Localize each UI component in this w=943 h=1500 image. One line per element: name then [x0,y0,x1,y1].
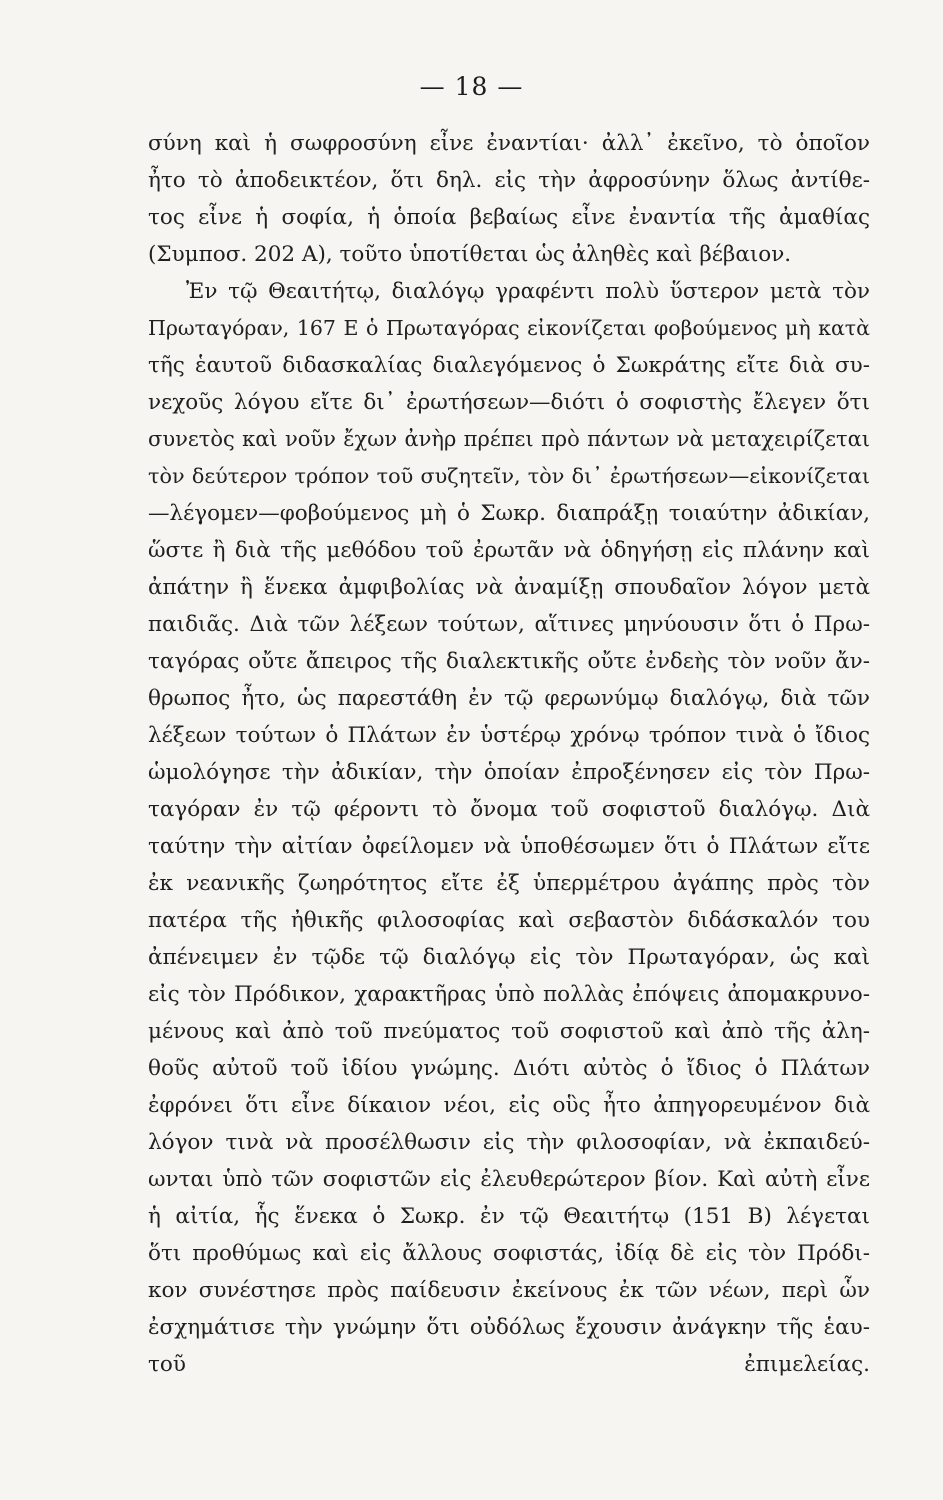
text-line: εἰς τὸν Πρόδικον, χαρακτῆρας ὑπὸ πολλὰς ἐπόψεις ἀπομακρυνο- [148,982,870,1007]
text-line: ὅτι προθύμως καὶ εἰς ἄλλους σοφιστάς, ἰδίᾳ δὲ εἰς τὸν Πρόδι- [148,1241,870,1266]
text-line: τῆς ἑαυτοῦ διδασκαλίας διαλεγόμενος ὁ Σωκράτης εἴτε διὰ συ- [148,353,870,378]
text-line: συνετὸς καὶ νοῦν ἔχων ἀνὴρ πρέπει πρὸ πάντων νὰ μεταχειρίζεται [148,427,870,451]
text-line: νεχοῦς λόγου εἴτε δι᾽ ἐρωτήσεων—διότι ὁ σοφιστὴς ἔλεγεν ὅτι [148,390,870,415]
text-line: παιδιᾶς. Διὰ τῶν λέξεων τούτων, αἵτινες μηνύουσιν ὅτι ὁ Πρω- [148,612,870,637]
text-line: (Συμποσ. 202 Α), τοῦτο ὑποτίθεται ὡς ἀληθὲς καὶ βέβαιον. [148,242,792,267]
text-line: ἀπάτην ἢ ἕνεκα ἀμφιβολίας νὰ ἀναμίξῃ σπουδαῖον λόγον μετὰ [148,575,870,600]
text-line: ωνται ὑπὸ τῶν σοφιστῶν εἰς ἐλευθερώτερον βίον. Καὶ αὐτὴ εἶνε [148,1167,870,1192]
text-line: λόγον τινὰ νὰ προσέλθωσιν εἰς τὴν φιλοσοφίαν, νὰ ἐκπαιδεύ- [148,1130,870,1155]
text-line: κον συνέστησε πρὸς παίδευσιν ἐκείνους ἐκ τῶν νέων, περὶ ὧν [148,1278,870,1303]
text-line: θοῦς αὐτοῦ τοῦ ἰδίου γνώμης. Διότι αὐτὸς ὁ ἴδιος ὁ Πλάτων [148,1056,870,1081]
text-line: τοῦ ἐπιμελείας. [148,1352,870,1377]
text-line: ὥστε ἢ διὰ τῆς μεθόδου τοῦ ἐρωτᾶν νὰ ὁδηγήσῃ εἰς πλάνην καὶ [148,538,870,563]
text-line: σύνη καὶ ἡ σωφροσύνη εἶνε ἐναντίαι· ἀλλ᾽ ἐκεῖνο, τὸ ὁποῖον [148,131,870,156]
text-line [148,1383,870,1420]
text-line: ἐσχημάτισε τὴν γνώμην ὅτι οὐδόλως ἔχουσιν ἀνάγκην τῆς ἑαυ- [148,1315,870,1340]
text-line: τος εἶνε ἡ σοφία, ἡ ὁποία βεβαίως εἶνε ἐναντία τῆς ἀμαθίας [148,205,870,230]
text-line: Πρωταγόραν, 167 Ε ὁ Πρωταγόρας εἰκονίζεται φοβούμενος μὴ κατὰ [148,316,870,340]
body-text [148,125,870,1420]
text-line: τὸν δεύτερον τρόπον τοῦ συζητεῖν, τὸν δι᾽ ἐρωτήσεων—εἰκονίζεται [148,464,870,488]
paragraph-start-line: Ἐν τῷ Θεαιτήτῳ, διαλόγῳ γραφέντι πολὺ ὕστερον μετὰ τὸν [186,279,870,304]
text-line: ταγόραν ἐν τῷ φέροντι τὸ ὄνομα τοῦ σοφιστοῦ διαλόγῳ. Διὰ [148,797,870,822]
text-line: ἐκ νεανικῆς ζωηρότητος εἴτε ἐξ ὑπερμέτρου ἀγάπης πρὸς τὸν [148,871,870,896]
text-line: ταγόρας οὔτε ἄπειρος τῆς διαλεκτικῆς οὔτε ἐνδεὴς τὸν νοῦν ἄν- [148,649,870,674]
text-line: ἡ αἰτία, ἧς ἕνεκα ὁ Σωκρ. ἐν τῷ Θεαιτήτῳ (151 Β) λέγεται [148,1204,870,1229]
text-line: ἦτο τὸ ἀποδεικτέον, ὅτι δηλ. εἰς τὴν ἀφροσύνην ὅλως ἀντίθε- [148,168,870,193]
text-line: ἐφρόνει ὅτι εἶνε δίκαιον νέοι, εἰς οὓς ἦτο ἀπηγορευμένον διὰ [148,1093,870,1118]
page-number: — 18 — [419,72,524,101]
text-line: ἀπένειμεν ἐν τῷδε τῷ διαλόγῳ εἰς τὸν Πρωταγόραν, ὡς καὶ [148,945,870,970]
text-line: λέξεων τούτων ὁ Πλάτων ἐν ὑστέρῳ χρόνῳ τρόπον τινὰ ὁ ἴδιος [148,723,870,748]
text-line: ταύτην τὴν αἰτίαν ὀφείλομεν νὰ ὑποθέσωμεν ὅτι ὁ Πλάτων εἴτε [148,834,870,859]
text-line: —λέγομεν—φοβούμενος μὴ ὁ Σωκρ. διαπράξῃ τοιαύτην ἀδικίαν, [148,501,870,526]
text-line: μένους καὶ ἀπὸ τοῦ πνεύματος τοῦ σοφιστοῦ καὶ ἀπὸ τῆς ἀλη- [148,1019,870,1044]
text-line: θρωπος ἦτο, ὡς παρεστάθη ἐν τῷ φερωνύμῳ διαλόγῳ, διὰ τῶν [148,686,870,711]
text-line: ὡμολόγησε τὴν ἀδικίαν, τὴν ὁποίαν ἐπροξένησεν εἰς τὸν Πρω- [148,760,870,785]
text-line: πατέρα τῆς ἠθικῆς φιλοσοφίας καὶ σεβαστὸν διδάσκαλόν του [148,908,870,933]
